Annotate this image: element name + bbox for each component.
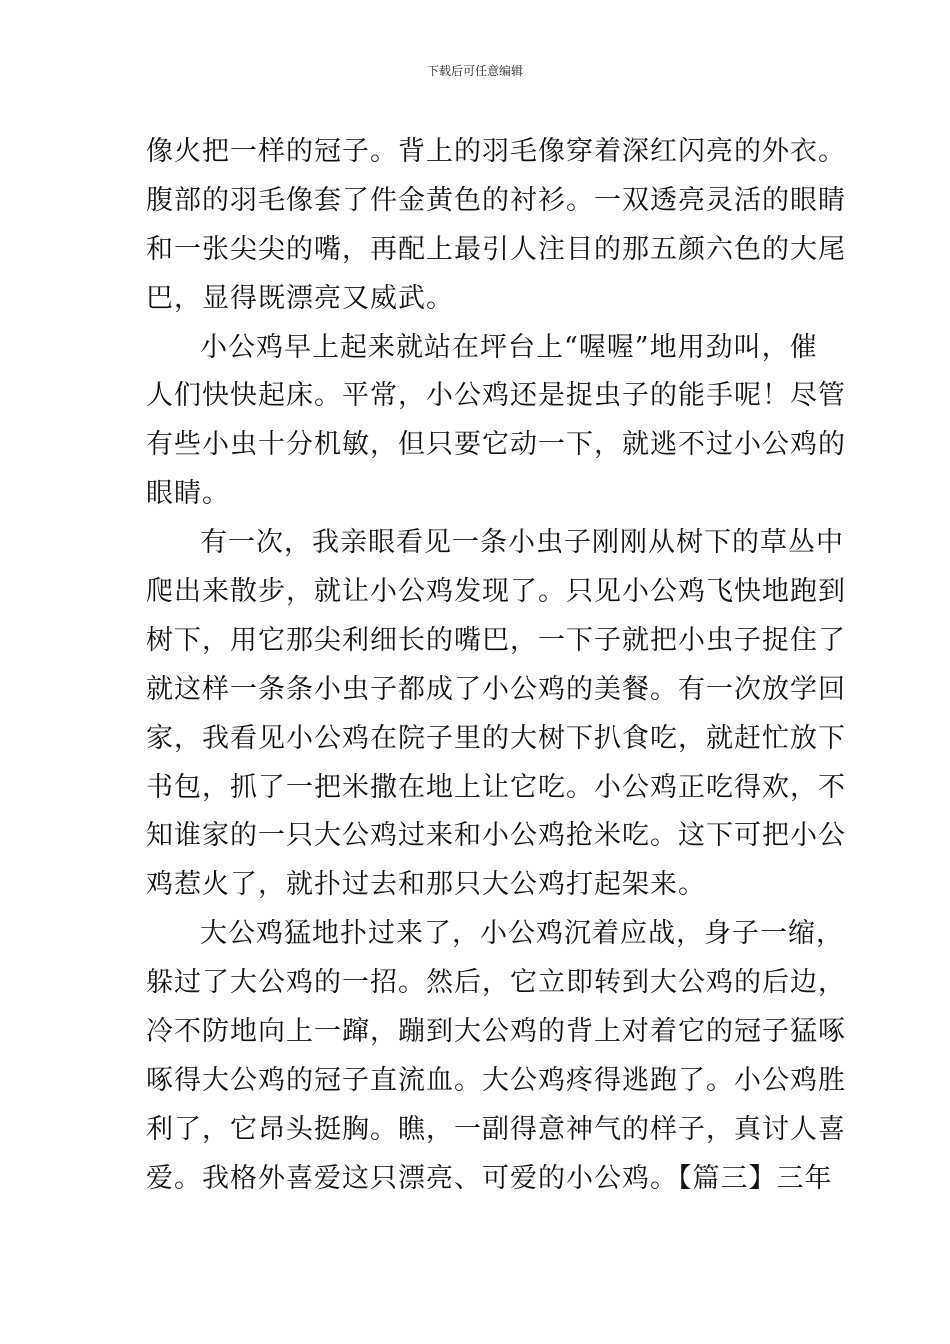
document-body (146, 128, 846, 1204)
text-line: 眼睛。 (146, 478, 230, 510)
text-line: 爱。我格外喜爱这只漂亮、可爱的小公鸡。【篇三】三年 (146, 1162, 833, 1194)
text-line: 有一次，我亲眼看见一条小虫子刚刚从树下的草丛中 (200, 527, 844, 559)
text-line: 啄得大公鸡的冠子直流血。大公鸡疼得逃跑了。小公鸡胜 (146, 1064, 846, 1096)
text-line: 小公鸡早上起来就站在坪台上“喔喔”地用劲叫，催 (200, 331, 818, 363)
text-line: 就这样一条条小虫子都成了小公鸡的美餐。有一次放学回 (146, 673, 846, 705)
text-line: 巴，显得既漂亮又威武。 (146, 282, 454, 314)
text-line: 鸡惹火了，就扑过去和那只大公鸡打起架来。 (146, 869, 706, 901)
text-line: 大公鸡猛地扑过来了，小公鸡沉着应战，身子一缩， (200, 918, 844, 950)
text-line: 和一张尖尖的嘴，再配上最引人注目的那五颜六色的大尾 (146, 233, 846, 265)
text-line: 利了，它昂头挺胸。瞧，一副得意神气的样子，真讨人喜 (146, 1113, 846, 1145)
text-line: 书包，抓了一把米撒在地上让它吃。小公鸡正吃得欢，不 (146, 771, 846, 803)
text-line: 人们快快起床。平常，小公鸡还是捉虫子的能手呢！尽管 (146, 380, 846, 412)
text-line: 树下，用它那尖利细长的嘴巴，一下子就把小虫子捉住了 (146, 624, 846, 656)
text-line: 知谁家的一只大公鸡过来和小公鸡抢米吃。这下可把小公 (146, 820, 846, 852)
text-line: 家，我看见小公鸡在院子里的大树下扒食吃，就赶忙放下 (146, 722, 846, 754)
text-line: 腹部的羽毛像套了件金黄色的衬衫。一双透亮灵活的眼睛 (146, 184, 846, 216)
text-line: 像火把一样的冠子。背上的羽毛像穿着深红闪亮的外衣。 (146, 136, 846, 167)
text-line: 爬出来散步，就让小公鸡发现了。只见小公鸡飞快地跑到 (146, 576, 846, 608)
text-line: 冷不防地向上一蹿，蹦到大公鸡的背上对着它的冠子猛啄 (146, 1016, 846, 1048)
text-line: 躲过了大公鸡的一招。然后，它立即转到大公鸡的后边， (146, 967, 846, 999)
page-header: 下载后可任意编辑 (426, 64, 523, 78)
text-line: 有些小虫十分机敏，但只要它动一下，就逃不过小公鸡的 (146, 429, 846, 461)
